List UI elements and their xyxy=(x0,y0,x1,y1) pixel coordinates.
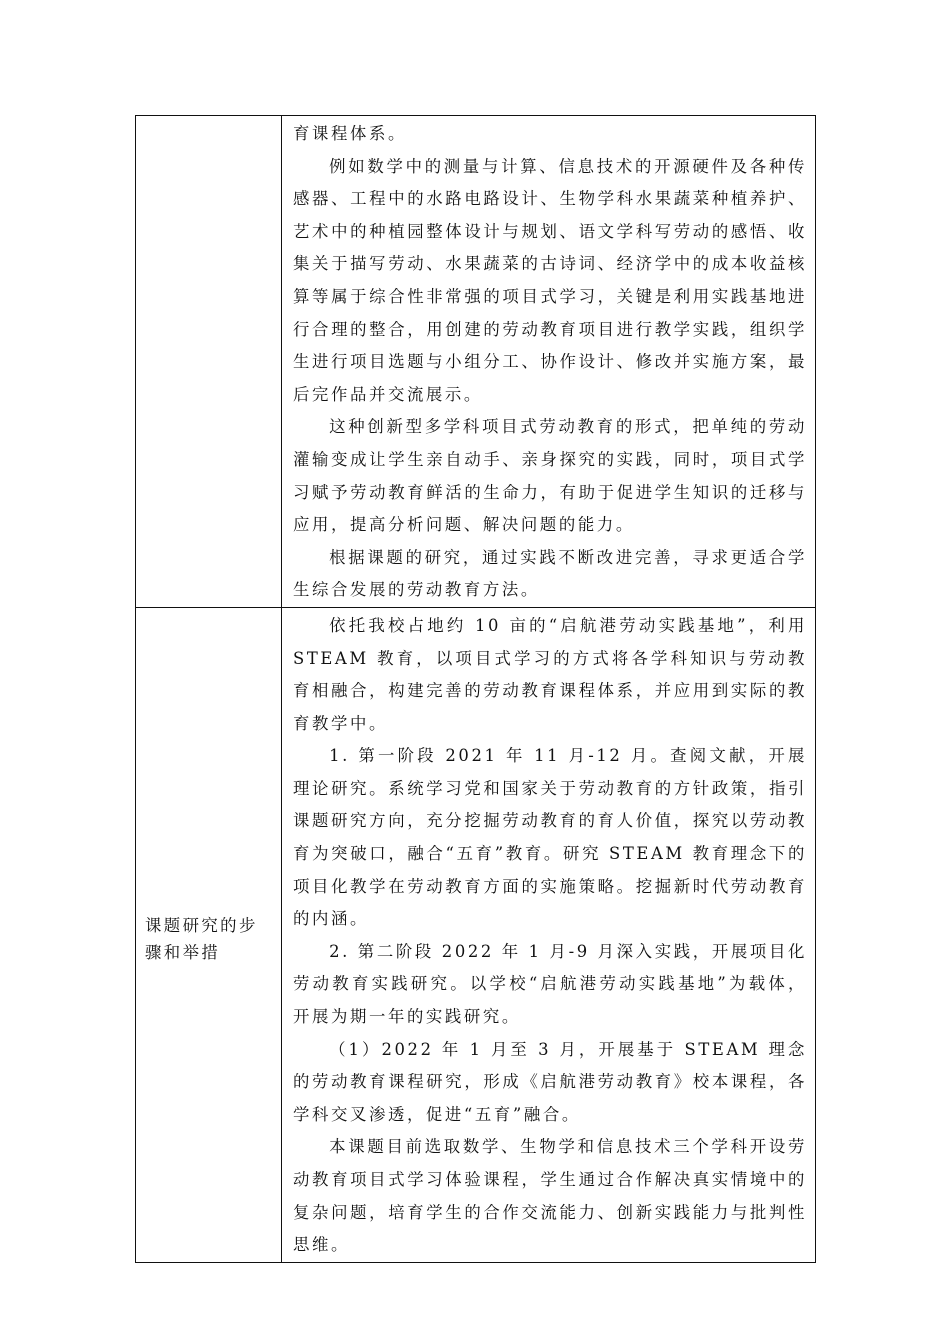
row-label-cell-empty xyxy=(136,116,282,608)
paragraph: 2. 第二阶段 2022 年 1 月-9 月深入实践，开展项目化劳动教育实践研究。以学校“启航港劳动实践基地”为载体，开展为期一年的实践研究。 xyxy=(293,941,807,1027)
paragraph: 1. 第一阶段 2021 年 11 月-12 月。查阅文献，开展理论研究。系统学习党和国家关于劳动教育的方针政策，指引课题研究方向，充分挖掘劳动教育的育人价值，探究以劳动教育为突破口，融合“五育”教育。研究 STEAM 教育理念下的项目化教学在劳动教育方面的实施策略。挖掘新时代劳动教育的内涵。 xyxy=(293,746,807,929)
paragraph: （1）2022 年 1 月至 3 月，开展基于 STEAM 理念的劳动教育课程研究，形成《启航港劳动教育》校本课程，各学科交叉渗透，促进“五育”融合。 xyxy=(293,1039,807,1124)
paragraph: 依托我校占地约 10 亩的“启航港劳动实践基地”，利用 STEAM 教育，以项目式学习的方式将各学科知识与劳动教育相融合，构建完善的劳动教育课程体系，并应用到实际的教育教学中。 xyxy=(293,615,807,733)
research-table xyxy=(135,115,816,1263)
row-content-cell xyxy=(282,116,816,608)
row-label-steps-and-measures: 课题研究的步骤和举措 xyxy=(145,915,258,962)
paragraph: 本课题目前选取数学、生物学和信息技术三个学科开设劳动教育项目式学习体验课程，学生通过合作解决真实情境中的复杂问题，培育学生的合作交流能力、创新实践能力与批判性思维。 xyxy=(293,1137,807,1255)
paragraph: 这种创新型多学科项目式劳动教育的形式，把单纯的劳动灌输变成让学生亲自动手、亲身探究的实践，同时，项目式学习赋予劳动教育鲜活的生命力，有助于促进学生知识的迁移与应用，提高分析问题、解决问题的能力。 xyxy=(293,417,807,535)
row-content-cell xyxy=(282,607,816,1262)
paragraph: 例如数学中的测量与计算、信息技术的开源硬件及各种传感器、工程中的水路电路设计、生物学科水果蔬菜种植养护、艺术中的种植园整体设计与规划、语文学科写劳动的感悟、收集关于描写劳动、水果蔬菜的古诗词、经济学中的成本收益核算等属于综合性非常强的项目式学习，关键是利用实践基地进行合理的整合，用创建的劳动教育项目进行教学实践，组织学生进行项目选题与小组分工、协作设计、修改并实施方案，最后完作品并交流展示。 xyxy=(293,156,807,404)
paragraph: 育课程体系。 xyxy=(293,124,407,143)
row-label-cell xyxy=(136,607,282,1262)
table-row xyxy=(136,116,816,608)
table-row xyxy=(136,607,816,1262)
paragraph: 根据课题的研究，通过实践不断改进完善，寻求更适合学生综合发展的劳动教育方法。 xyxy=(293,547,807,600)
